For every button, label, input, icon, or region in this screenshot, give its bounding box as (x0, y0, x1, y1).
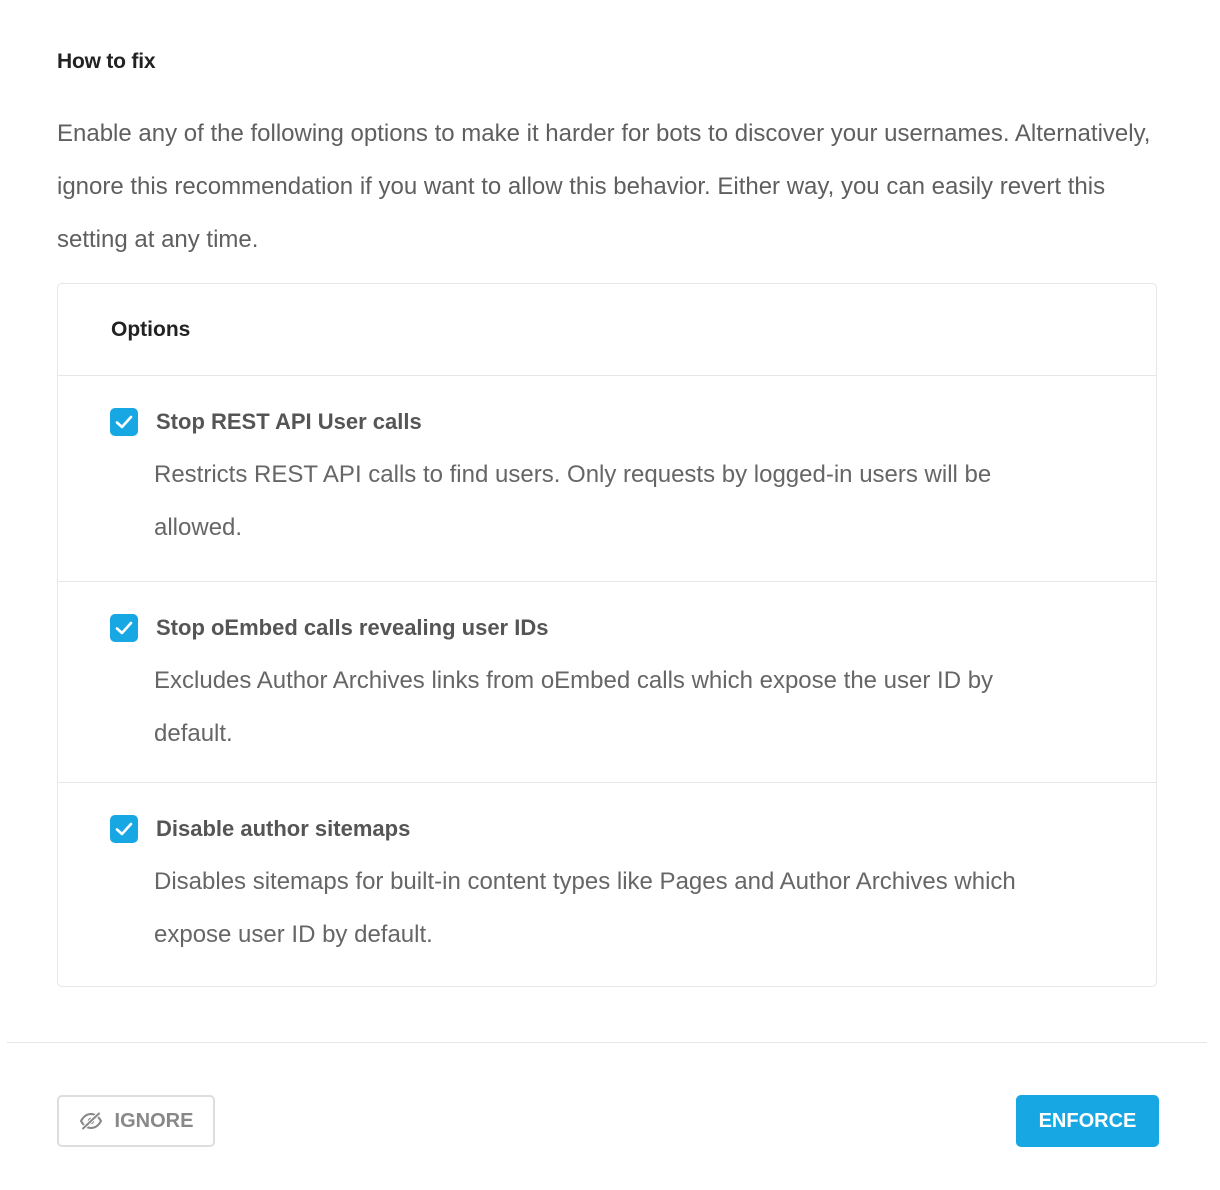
oembed-checkbox[interactable] (110, 614, 138, 642)
rest-api-label[interactable]: Stop REST API User calls (156, 409, 422, 434)
option-row-rest-api (58, 376, 1156, 582)
options-card (57, 283, 1157, 987)
footer-divider (7, 1042, 1207, 1043)
enforce-button[interactable]: ENFORCE (1016, 1095, 1159, 1147)
checkmark-icon (115, 414, 133, 430)
checkmark-icon (115, 821, 133, 837)
options-header (58, 284, 1156, 376)
options-header-label: Options (111, 318, 191, 341)
oembed-description: Excludes Author Archives links from oEmbed calls which expose the user ID by default. (154, 667, 994, 747)
how-to-fix-intro: Enable any of the following options to make it harder for bots to discover your usernames. Alternatively, ignore this recommendation if you want to allow this behavior. Either way, you can easily revert this setting at any time. (57, 120, 1151, 253)
ignore-button-label: IGNORE (114, 1109, 194, 1132)
rest-api-description: Restricts REST API calls to find users. Only requests by logged-in users will be allowed. (154, 461, 992, 541)
how-to-fix-title: How to fix (57, 50, 156, 73)
eye-slash-icon (79, 1111, 103, 1131)
option-row-oembed (58, 582, 1156, 783)
oembed-label[interactable]: Stop oEmbed calls revealing user IDs (156, 615, 549, 640)
ignore-button[interactable] (57, 1095, 215, 1147)
author-sitemaps-label[interactable]: Disable author sitemaps (156, 816, 411, 841)
option-row-author-sitemaps (58, 783, 1156, 988)
author-sitemaps-description: Disables sitemaps for built-in content types like Pages and Author Archives which expose user ID by default. (154, 868, 1016, 948)
author-sitemaps-checkbox[interactable] (110, 815, 138, 843)
rest-api-checkbox[interactable] (110, 408, 138, 436)
checkmark-icon (115, 620, 133, 636)
